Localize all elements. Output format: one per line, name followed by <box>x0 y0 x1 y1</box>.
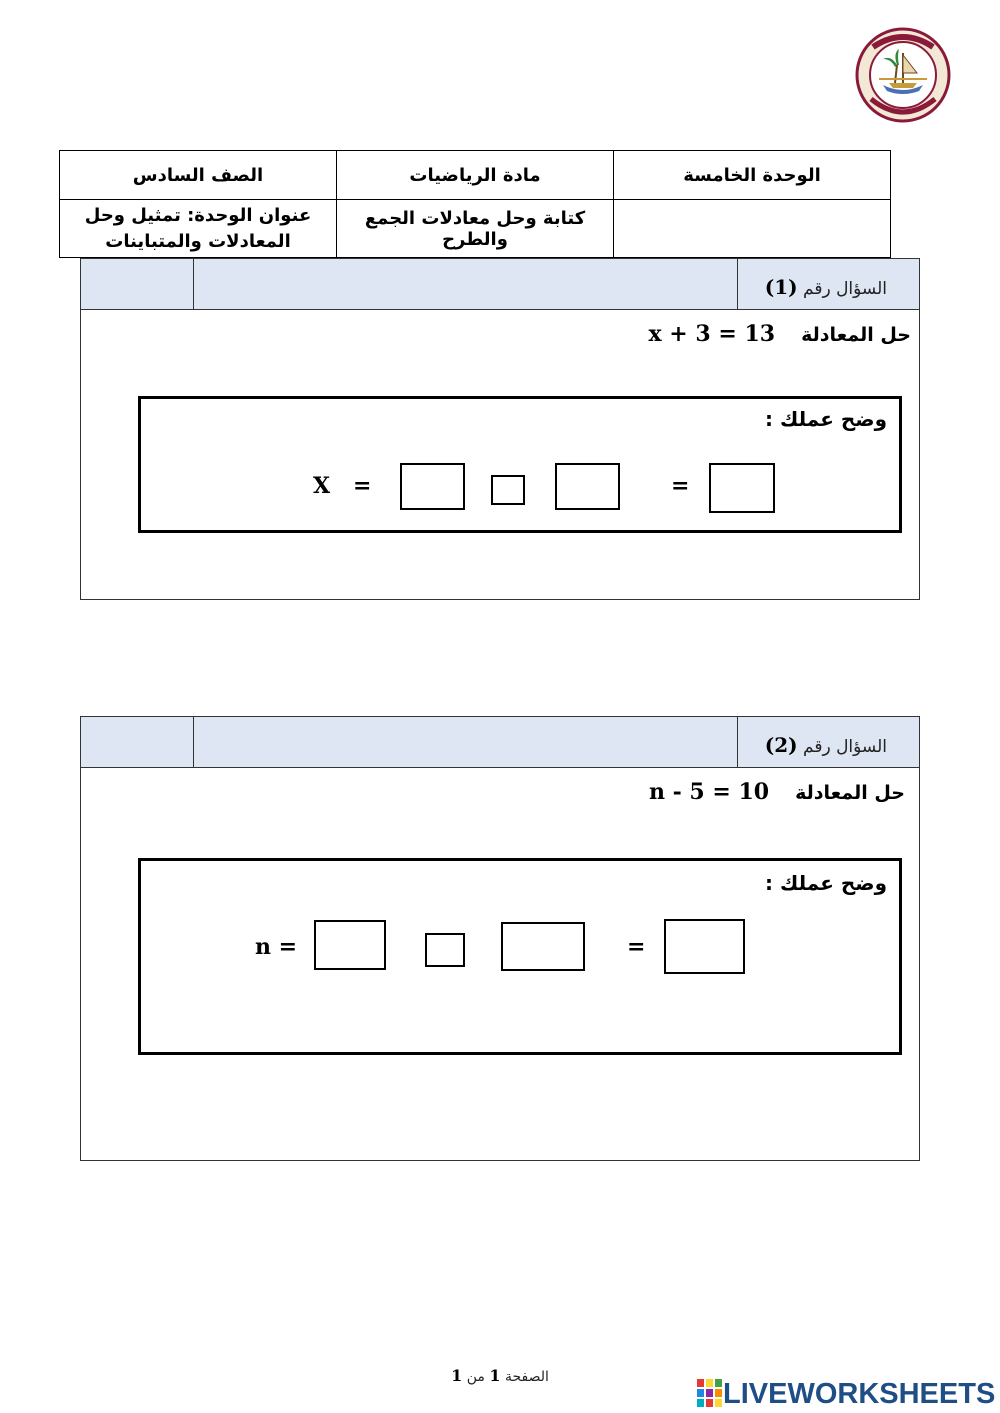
page-total: 1 <box>451 1366 463 1385</box>
question-1-answer-box[interactable] <box>400 463 465 510</box>
question-2-work-box <box>138 858 902 1055</box>
question-1-number-box-right[interactable] <box>555 463 620 510</box>
of-word: من <box>466 1369 485 1385</box>
unit-title-line2: المعادلات والمتباينات <box>105 230 291 252</box>
empty-cell <box>614 200 891 258</box>
question-2-number-box-far[interactable] <box>664 919 745 974</box>
unit-title-line1: عنوان الوحدة: تمثيل وحل <box>84 204 312 226</box>
question-2-label: السؤال رقم (2) <box>764 733 887 757</box>
question-2-block <box>80 716 920 1161</box>
question-1-instruction-row <box>649 321 911 347</box>
question-2-operator-box[interactable] <box>425 933 465 967</box>
question-2-header <box>81 717 919 768</box>
question-1-equation: x + 3 = 13 <box>648 321 776 347</box>
question-1-operator-box[interactable] <box>491 475 525 505</box>
grade-cell: الصف السادس <box>60 151 337 200</box>
question-1-variable: X <box>313 473 331 499</box>
question-1-work-box <box>138 396 902 533</box>
lesson-cell: كتابة وحل معادلات الجمع والطرح <box>337 200 614 258</box>
question-2-work-label: وضح عملك : <box>765 871 887 895</box>
question-2-instruction: حل المعادلة <box>795 782 905 804</box>
question-2-number-box-right[interactable] <box>501 922 585 971</box>
question-2-blank-cell <box>194 717 738 767</box>
question-2-equals-right: = <box>627 934 646 960</box>
question-1-block <box>80 258 920 600</box>
liveworksheets-logo-icon <box>697 1379 723 1409</box>
question-2-instruction-row <box>649 779 905 805</box>
question-2-variable: n = <box>255 934 298 960</box>
question-1-header <box>81 259 919 310</box>
question-1-number: (1) <box>764 275 798 299</box>
liveworksheets-logo <box>697 1376 995 1412</box>
question-1-work-label: وضح عملك : <box>765 407 887 431</box>
unit-title-cell <box>60 200 337 258</box>
header-info-table <box>59 150 891 258</box>
question-2-answer-box[interactable] <box>314 920 386 970</box>
question-1-instruction: حل المعادلة <box>801 324 911 346</box>
page-number: 1 <box>489 1366 501 1385</box>
question-1-label: السؤال رقم (1) <box>764 275 887 299</box>
question-2-number: (2) <box>764 733 798 757</box>
question-1-equals-right: = <box>671 473 690 499</box>
question-2-score-cell <box>81 717 194 767</box>
liveworksheets-logo-text: LIVEWORKSHEETS <box>723 1378 996 1410</box>
unit-cell: الوحدة الخامسة <box>614 151 891 200</box>
question-1-equals-left: = <box>353 473 372 499</box>
question-2-equation: n - 5 = 10 <box>648 779 770 805</box>
question-1-blank-cell <box>194 259 738 309</box>
subject-cell: مادة الرياضيات <box>337 151 614 200</box>
question-1-number-box-far[interactable] <box>709 463 775 513</box>
page-word: الصفحة <box>504 1369 549 1385</box>
qatar-emblem-logo <box>853 25 953 125</box>
question-1-score-cell <box>81 259 194 309</box>
